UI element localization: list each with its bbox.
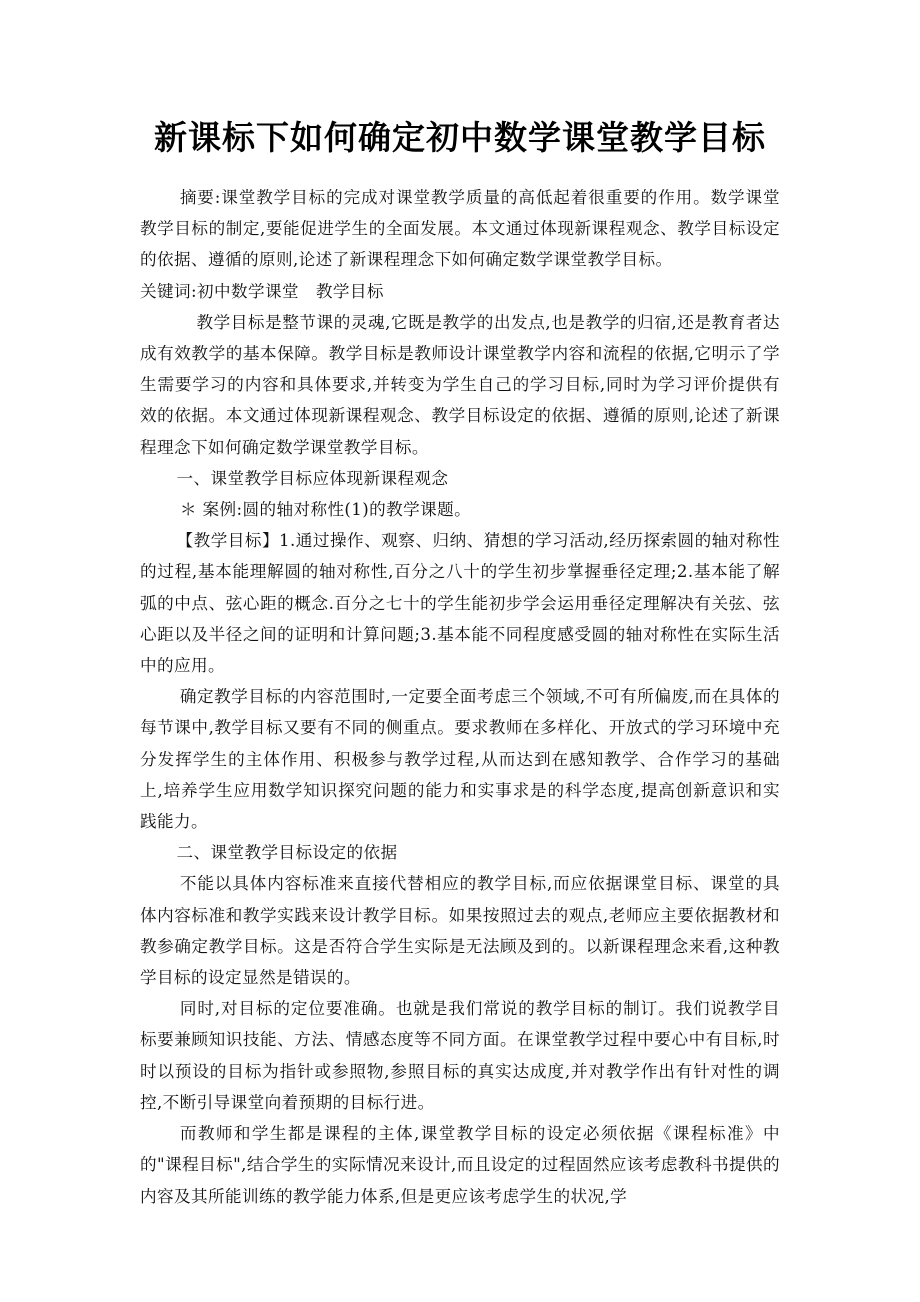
- abstract-paragraph: 摘要:课堂教学目标的完成对课堂教学质量的高低起着很重要的作用。数学课堂教学目标的制定,要能促进学生的全面发展。本文通过体现新课程观念、教学目标设定的依据、遵循的原则,论述了新课程理念下如何确定数学课堂教学目标。: [140, 188, 780, 270]
- teaching-goal-paragraph: 【教学目标】1.通过操作、观察、归纳、猜想的学习活动,经历探索圆的轴对称性的过程,基本能理解圆的轴对称性,百分之八十的学生初步掌握垂径定理;2.基本能了解弧的中点、弦心距的概念.百分之七十的学生能初步学会运用垂径定理解决有关弦、弦心距以及半径之间的证明和计算问题;3.基本能不同程度感受圆的轴对称性在实际生活中的应用。: [140, 531, 780, 676]
- section-heading-1: 一、课堂教学目标应体现新课程观念: [176, 468, 449, 488]
- case-line: ＊ 案例:圆的轴对称性(1)的教学课题。: [179, 500, 472, 520]
- body-paragraph-positioning: 同时,对目标的定位要准确。也就是我们常说的教学目标的制订。我们说教学目标要兼顾知识技能、方法、情感态度等不同方面。在课堂教学过程中要心中有目标,时时以预设的目标为指针或参照物,参照目标的真实达成度,并对教学作出有针对性的调控,不断引导课堂向着预期的目标行进。: [140, 999, 780, 1112]
- body-paragraph-subjects: 而教师和学生都是课程的主体,课堂教学目标的设定必须依据《课程标准》中的"课程目标",结合学生的实际情况来设计,而且设定的过程固然应该考虑教科书提供的内容及其所能训练的教学能力体系,但是更应该考虑学生的状况,学: [140, 1124, 780, 1206]
- body-paragraph-scope: 确定教学目标的内容范围时,一定要全面考虑三个领域,不可有所偏废,而在具体的每节课中,教学目标又要有不同的侧重点。要求教师在多样化、开放式的学习环境中充分发挥学生的主体作用、积极参与教学过程,从而达到在感知教学、合作学习的基础上,培养学生应用数学知识探究问题的能力和实事求是的科学态度,提高创新意识和实践能力。: [140, 687, 780, 832]
- section-heading-2: 二、课堂教学目标设定的依据: [176, 843, 398, 863]
- keywords-line: 关键词:初中数学课堂 教学目标: [140, 281, 384, 301]
- body-paragraph-basis: 不能以具体内容标准来直接代替相应的教学目标,而应依据课堂目标、课堂的具体内容标准和教学实践来设计教学目标。如果按照过去的观点,老师应主要依据教材和教参确定教学目标。这是否符合学生实际是无法顾及到的。以新课程理念来看,这种教学目标的设定显然是错误的。: [140, 874, 780, 988]
- document-title: 新课标下如何确定初中数学课堂教学目标: [154, 118, 766, 157]
- document-body: [140, 182, 780, 1212]
- intro-paragraph: 教学目标是整节课的灵魂,它既是教学的出发点,也是教学的归宿,还是教育者达成有效教学的基本保障。教学目标是教师设计课堂教学内容和流程的依据,它明示了学生需要学习的内容和具体要求,并转变为学生自己的学习目标,同时为学习评价提供有效的依据。本文通过体现新课程观念、教学目标设定的依据、遵循的原则,论述了新课程理念下如何确定数学课堂教学目标。: [140, 312, 780, 457]
